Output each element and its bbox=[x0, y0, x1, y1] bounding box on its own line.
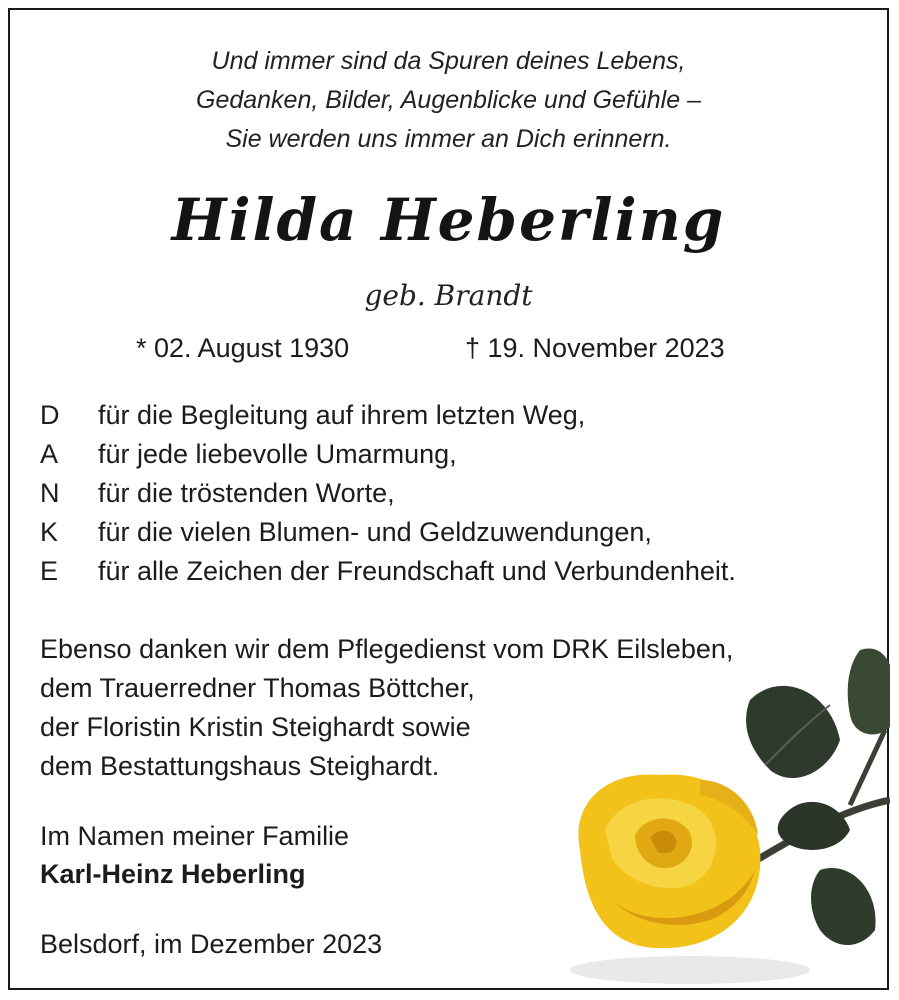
acknowledgement-line: dem Trauerredner Thomas Böttcher, bbox=[40, 673, 475, 703]
death-date: † 19. November 2023 bbox=[465, 333, 725, 363]
memorial-verse bbox=[10, 42, 887, 159]
rose-bloom bbox=[578, 774, 760, 948]
danke-text: für die vielen Blumen- und Geldzuwendungen, bbox=[98, 517, 652, 547]
acknowledgement-line: der Floristin Kristin Steighardt sowie bbox=[40, 712, 471, 742]
verse-line: Gedanken, Bilder, Augenblicke und Gefühle – bbox=[196, 86, 701, 114]
danke-text: für jede liebevolle Umarmung, bbox=[98, 439, 457, 469]
danke-row bbox=[40, 513, 840, 552]
danke-letter: D bbox=[40, 400, 60, 430]
place-date: Belsdorf, im Dezember 2023 bbox=[40, 929, 383, 959]
acknowledgement-line: dem Bestattungshaus Steighardt. bbox=[40, 751, 440, 781]
yellow-rose-image bbox=[550, 630, 890, 990]
danke-row bbox=[40, 396, 840, 435]
signature-intro: Im Namen meiner Familie bbox=[40, 821, 350, 851]
danke-letter: A bbox=[40, 439, 59, 469]
birth-name: geb. Brandt bbox=[364, 279, 533, 312]
birth-date: * 02. August 1930 bbox=[136, 333, 350, 363]
danke-letter: K bbox=[40, 517, 59, 547]
danke-letter: E bbox=[40, 556, 59, 586]
danke-letter: N bbox=[40, 478, 60, 508]
deceased-name: Hilda Heberling bbox=[171, 186, 726, 254]
verse-line: Und immer sind da Spuren deines Lebens, bbox=[211, 47, 686, 75]
verse-line: Sie werden uns immer an Dich erinnern. bbox=[225, 125, 672, 153]
danke-row bbox=[40, 474, 840, 513]
danke-text: für die Begleitung auf ihrem letzten Weg, bbox=[98, 400, 586, 430]
danke-row bbox=[40, 552, 840, 591]
obituary-notice bbox=[8, 8, 889, 990]
danke-text: für die tröstenden Worte, bbox=[98, 478, 395, 508]
acknowledgement-line: Ebenso danken wir dem Pflegedienst vom DRK Eilsleben, bbox=[40, 634, 734, 664]
danke-row bbox=[40, 435, 840, 474]
danke-text: für alle Zeichen der Freundschaft und Verbundenheit. bbox=[98, 556, 736, 586]
danke-acrostic bbox=[40, 396, 840, 591]
signature-name: Karl-Heinz Heberling bbox=[40, 859, 306, 889]
